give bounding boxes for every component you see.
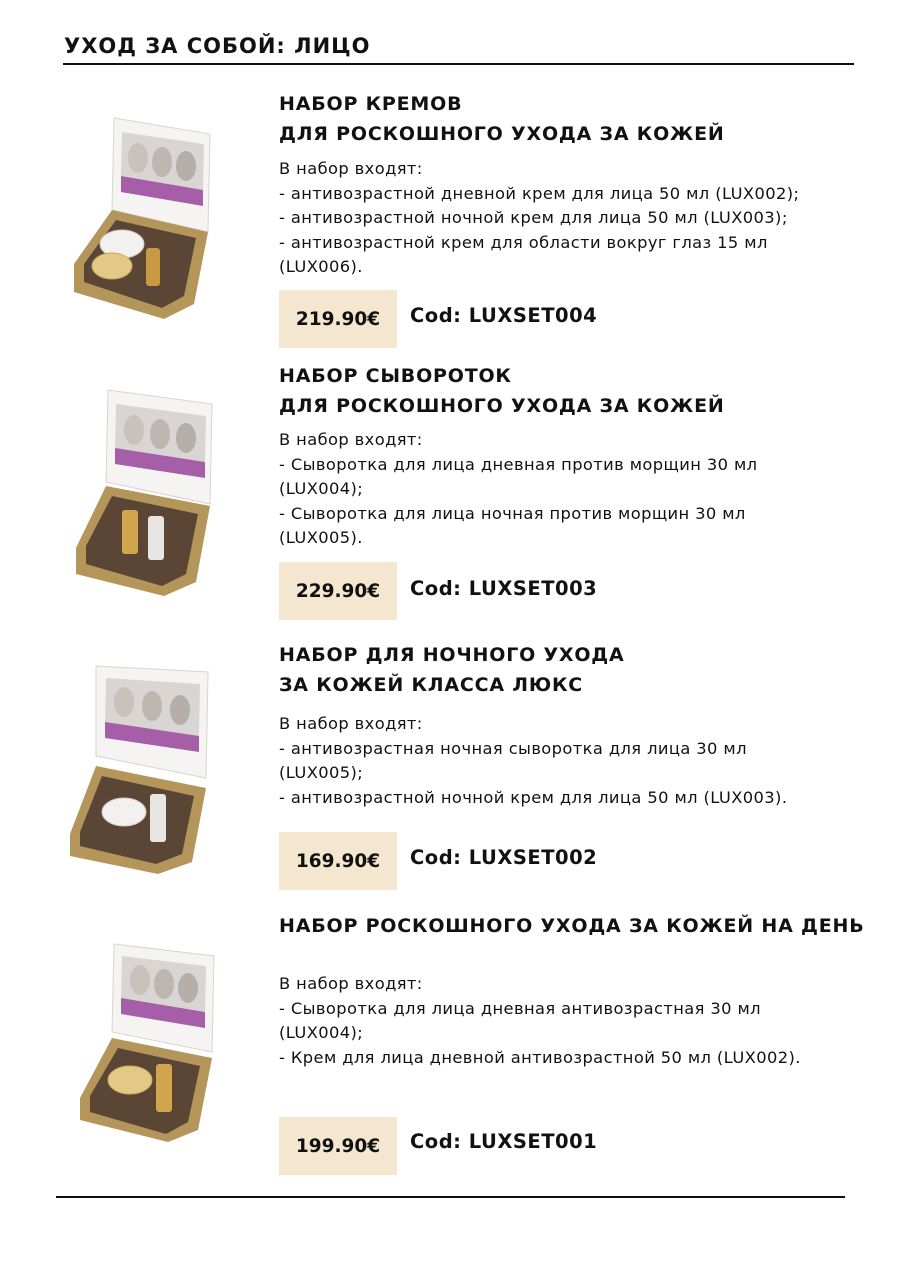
description-line: - антивозрастной ночной крем для лица 50 мл (LUX003); <box>279 208 788 227</box>
product-title <box>279 89 725 149</box>
box-lid <box>106 390 212 504</box>
product-title <box>279 361 725 421</box>
description-line: - антивозрастной ночной крем для лица 50 мл (LUX003). <box>279 787 788 807</box>
product-code: Cod: LUXSET002 <box>410 846 598 869</box>
price-badge: 219.90€ <box>279 290 397 348</box>
product-title-line: НАБОР ДЛЯ НОЧНОГО УХОДА <box>279 644 625 666</box>
product-code: Cod: LUXSET001 <box>410 1130 598 1153</box>
product-code: Cod: LUXSET004 <box>410 304 598 327</box>
description-line: (LUX005). <box>279 528 363 547</box>
product-description <box>279 712 787 810</box>
product-title-line: ЗА КОЖЕЙ КЛАССА ЛЮКС <box>279 674 584 696</box>
description-line: (LUX004); <box>279 479 364 498</box>
description-line: - Сыворотка для лица ночная против морщин 30 мл <box>279 503 746 523</box>
product-image-day-set <box>74 940 220 1145</box>
description-line: - Крем для лица дневной антивозрастной 50 мл (LUX002). <box>279 1047 801 1067</box>
product-description <box>279 428 757 551</box>
product-title-line: ДЛЯ РОСКОШНОГО УХОДА ЗА КОЖЕЙ <box>279 395 725 417</box>
description-intro: В набор входят: <box>279 159 423 178</box>
description-line: (LUX004); <box>279 1023 364 1042</box>
description-line: - антивозрастная ночная сыворотка для лица 30 мл <box>279 738 747 758</box>
product-title-line: ДЛЯ РОСКОШНОГО УХОДА ЗА КОЖЕЙ <box>279 123 725 145</box>
product-description <box>279 972 801 1070</box>
price-badge: 199.90€ <box>279 1117 397 1175</box>
box-base <box>70 766 206 874</box>
description-line: - антивозрастной крем для области вокруг глаз 15 мл <box>279 232 768 252</box>
product-image-cream-set <box>66 114 216 324</box>
product-title-line: НАБОР КРЕМОВ <box>279 93 463 115</box>
product-code: Cod: LUXSET003 <box>410 577 598 600</box>
description-intro: В набор входят: <box>279 430 423 449</box>
product-description <box>279 157 799 280</box>
product-title-line: НАБОР РОСКОШНОГО УХОДА ЗА КОЖЕЙ НА ДЕНЬ <box>279 915 865 937</box>
box-base <box>76 486 210 596</box>
description-line: - антивозрастной дневной крем для лица 50 мл (LUX002); <box>279 183 800 203</box>
product-title-line: НАБОР СЫВОРОТОК <box>279 365 512 387</box>
box-lid <box>112 944 214 1052</box>
description-intro: В набор входят: <box>279 714 423 733</box>
product-title <box>279 640 625 700</box>
box-lid <box>96 666 208 778</box>
price-badge: 229.90€ <box>279 562 397 620</box>
description-line: - Сыворотка для лица дневная антивозрастная 30 мл <box>279 998 761 1018</box>
product-image-night-set <box>66 662 216 877</box>
product-title <box>279 911 865 941</box>
header-divider <box>63 63 854 65</box>
page-title: УХОД ЗА СОБОЙ: ЛИЦО <box>64 34 371 58</box>
description-line: (LUX005); <box>279 763 364 782</box>
description-line: - Сыворотка для лица дневная против морщин 30 мл <box>279 454 758 474</box>
description-intro: В набор входят: <box>279 974 423 993</box>
box-base <box>80 1038 212 1142</box>
footer-divider <box>56 1196 845 1198</box>
description-line: (LUX006). <box>279 257 363 276</box>
price-badge: 169.90€ <box>279 832 397 890</box>
product-image-serum-set <box>70 386 220 596</box>
